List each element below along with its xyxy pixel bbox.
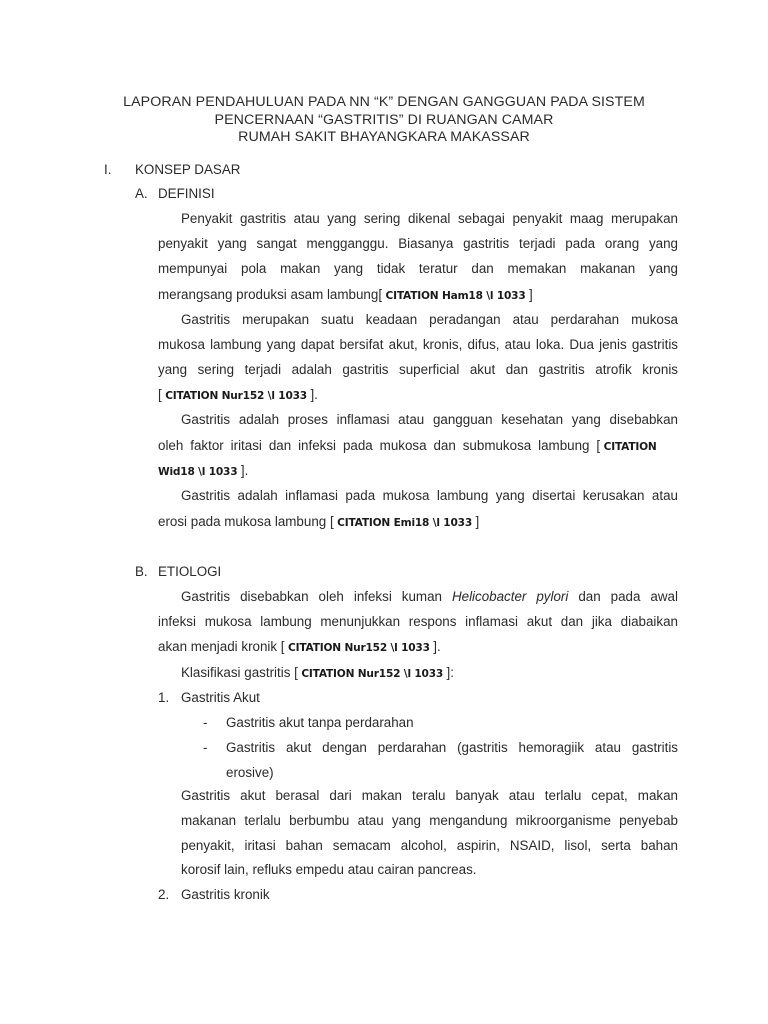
paragraph-text: Gastritis disebabkan oleh infeksi kuman — [181, 589, 442, 604]
paragraph-line: yang sering terjadi adalah gastritis superficial akut dan gastritis atrofik kronis — [158, 362, 678, 377]
paragraph-line-with-citation — [158, 639, 441, 654]
sub-list-item: Gastritis akut dengan perdarahan (gastritis hemoragiik atau gastritis — [226, 740, 678, 755]
paragraph-line: makanan terlalu berbumbu atau yang mengandung mikroorganisme penyebab — [181, 813, 678, 828]
section-numeral: I. — [104, 162, 112, 177]
paragraph-line: Gastritis merupakan suatu keadaan peradangan atau perdarahan mukosa — [181, 312, 678, 327]
subsection-letter-a: A. — [135, 186, 148, 201]
title-line-1: LAPORAN PENDAHULUAN PADA NN “K” DENGAN GANGGUAN PADA SISTEM — [123, 94, 645, 110]
paragraph-line: Gastritis adalah proses inflamasi atau gangguan kesehatan yang disebabkan — [181, 412, 678, 427]
document-title — [0, 94, 768, 147]
citation-field: CITATION Nur152 \l 1033 — [297, 668, 447, 680]
subsection-letter-b: B. — [135, 564, 148, 579]
citation-field: CITATION Nur152 \l 1033 — [284, 642, 434, 654]
section-heading: KONSEP DASAR — [135, 162, 241, 177]
dash-bullet: - — [203, 740, 208, 755]
paragraph-line-with-citation — [158, 514, 479, 529]
list-number-2: 2. — [158, 887, 170, 902]
list-item-gastritis-akut: Gastritis Akut — [181, 690, 260, 705]
paragraph-line: Gastritis akut berasal dari makan teralu banyak atau terlalu cepat, makan — [181, 788, 678, 803]
citation-close: ] — [529, 287, 533, 302]
citation-close: ]. — [433, 639, 441, 654]
paragraph-text: oleh faktor iritasi dan infeksi pada mukosa dan submukosa lambung [ — [158, 438, 601, 453]
paragraph-line — [181, 589, 678, 604]
species-name: Helicobacter pylori — [451, 589, 569, 604]
paragraph-text: erosi pada mukosa lambung [ — [158, 514, 334, 529]
subsection-heading-definisi: DEFINISI — [158, 186, 215, 201]
citation-open: [ — [158, 387, 162, 402]
dash-bullet: - — [203, 715, 208, 730]
paragraph-line: penyakit, iritasi bahan semacam alcohol, aspirin, NSAID, lisol, serta bahan — [181, 838, 678, 853]
title-line-3: RUMAH SAKIT BHAYANGKARA MAKASSAR — [238, 129, 530, 145]
paragraph-line: mukosa lambung yang dapat bersifat akut, kronis, difus, atau loka. Dua jenis gastritis — [158, 337, 678, 352]
citation-close: ] — [475, 514, 480, 529]
title-line-2: PENCERNAAN “GASTRITIS” DI RUANGAN CAMAR — [214, 111, 554, 128]
citation-field: CITATION Nur152 \l 1033 — [161, 390, 311, 402]
citation-close: ]: — [446, 665, 454, 680]
list-item-gastritis-kronik: Gastritis kronik — [181, 887, 270, 902]
citation-close: ]. — [310, 387, 318, 402]
paragraph-text: dan pada awal — [578, 589, 678, 604]
paragraph-text: merangsang produksi asam lambung[ — [158, 287, 383, 302]
subsection-heading-etiologi: ETIOLOGI — [158, 564, 222, 579]
paragraph-line-with-citation — [158, 287, 533, 302]
list-number-1: 1. — [158, 690, 170, 705]
paragraph-line: mempunyai pola makan yang tidak teratur dan memakan makanan yang — [158, 261, 678, 276]
paragraph-line-with-citation — [158, 463, 248, 478]
sub-list-item-continued: erosive) — [226, 765, 274, 780]
classification-line — [181, 665, 454, 680]
citation-close: ]. — [240, 463, 249, 478]
paragraph-text: Klasifikasi gastritis [ — [181, 665, 298, 680]
citation-field: CITATION Emi18 \l 1033 — [333, 517, 476, 529]
paragraph-line-with-citation — [158, 438, 678, 453]
citation-field: Wid18 \l 1033 — [158, 466, 241, 478]
sub-list-item: Gastritis akut tanpa perdarahan — [226, 715, 414, 730]
citation-field: CITATION — [600, 441, 657, 453]
paragraph-text: akan menjadi kronik [ — [158, 639, 285, 654]
paragraph-line-with-citation — [158, 387, 318, 402]
paragraph-line: korosif lain, refluks empedu atau cairan pancreas. — [181, 862, 477, 877]
citation-field: CITATION Ham18 \l 1033 — [382, 290, 530, 302]
paragraph-line: penyakit yang sangat mengganggu. Biasanya gastritis terjadi pada orang yang — [158, 236, 678, 251]
paragraph-line: Gastritis adalah inflamasi pada mukosa lambung yang disertai kerusakan atau — [181, 488, 678, 503]
paragraph-line: Penyakit gastritis atau yang sering dikenal sebagai penyakit maag merupakan — [181, 211, 678, 226]
paragraph-line: infeksi mukosa lambung menunjukkan respons inflamasi akut dan jika diabaikan — [158, 614, 678, 629]
